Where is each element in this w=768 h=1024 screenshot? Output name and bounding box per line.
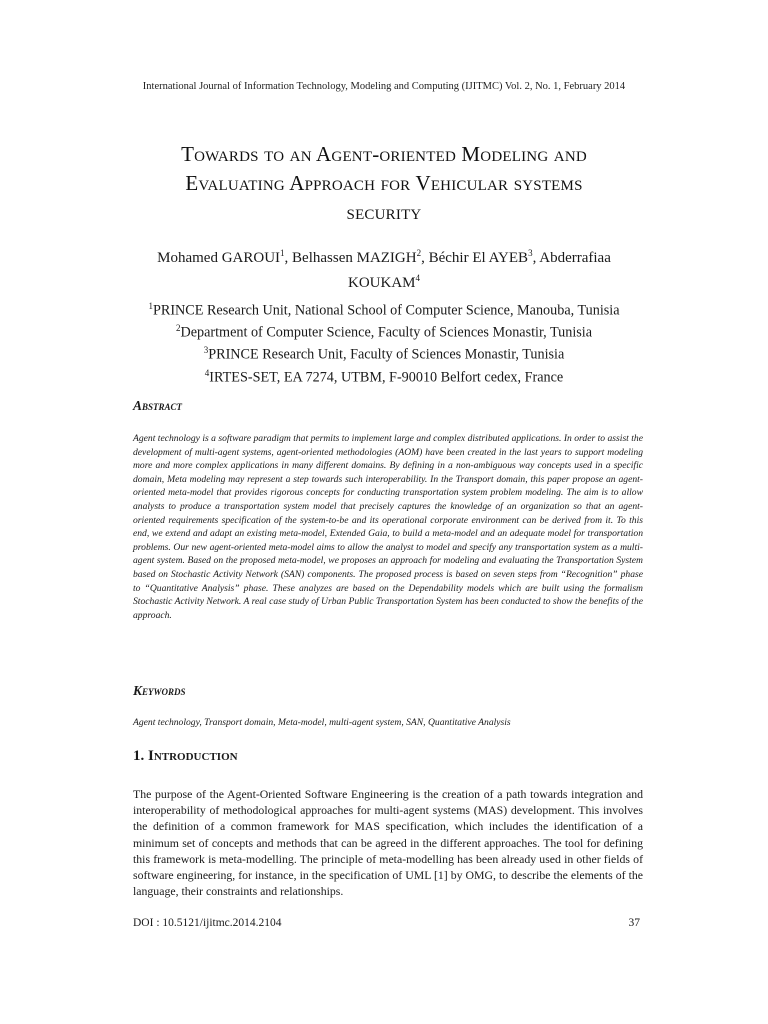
affiliation-text: Department of Computer Science, Faculty of Sciences Monastir, Tunisia [180,324,593,341]
affiliation-sup: 2 [175,323,181,334]
introduction-heading: 1. Introduction [133,748,238,764]
author-4-first: Abderrafiaa [539,250,611,266]
affiliation-sup: 1 [148,301,153,311]
affiliation-item [100,365,668,387]
affiliation-sup: 3 [203,345,209,356]
affiliation-list [100,298,668,387]
title-line-2: Evaluating Approach for Vehicular systems [185,171,583,195]
author-3: Béchir El AYEB [428,250,529,266]
page-number: 37 [628,917,640,929]
keywords-text: Agent technology, Transport domain, Meta-model, multi-agent system, SAN, Quantitative Analysis [133,717,511,728]
author-3-sup: 3 [528,248,533,258]
paper-title [100,140,668,227]
author-1: Mohamed GAROUI [157,250,281,266]
keywords-heading: Keywords [133,683,186,698]
abstract-text: Agent technology is a software paradigm that permits to implement large and complex distributed applications. In order to assist the development of multi-agent systems, agent-oriented methodologies (AOM) have been created in the last years to support modeling more and more complex applications in many different domains. By defining in a non-ambiguous way concepts used in a specific domain, Meta modeling may represent a step towards such interoperability. In the Transport domain, this paper propose an agent-oriented meta-model that provides rigorous concepts for conducting transportation system problem modeling. The aim is to allow analysts to produce a transportation system model that precisely captures the knowledge of an organization so that an agent-oriented requirements specification of the system-to-be and its operational corporate environment can be derived from it. To this end, we extend and adapt an existing meta-model, Extended Gaia, to build a meta-model and an adequate model for transportation problems. Our new agent-oriented meta-model aims to allow the analyst to model and specify any transportation system as a multi-agent system. Based on the proposed meta-model, we proposes an approach for modeling and evaluating the Transportation System based on Stochastic Activity Network (SAN) components. The proposed process is based on seven steps from “Recognition” phase to “Quantitative Analysis” phase. These analyzes are based on the Dependability models which are built using the formalism Stochastic Activity Network. A real case study of Urban Public Transportation System has been conducted to show the benefits of the approach. [133,433,643,621]
author-1-sup: 1 [280,248,285,258]
author-4-last: KOUKAM [348,275,416,291]
affiliation-sup: 4 [204,367,210,378]
author-separator: , [532,250,540,266]
author-list [100,243,668,293]
author-2-sup: 2 [416,248,422,258]
author-4-sup: 4 [415,273,420,283]
affiliation-item [100,298,668,320]
doi-footer: DOI : 10.5121/ijitmc.2014.2104 [133,917,282,929]
introduction-text: The purpose of the Agent-Oriented Software Engineering is the creation of a path towards integration and interoperability of methodological approaches for multi-agent systems (MAS) development. This involves the definition of a common framework for MAS specification, which includes the identification of a minimum set of concepts and methods that can be agreed in the different approaches. The tool for defining this framework is meta-modelling. The principle of meta-modelling has been already used in other fields of software engineering, for instance, in the specification of UML [1] by OMG, to describe the elements of the language, their constraints and relationships. [133,787,643,899]
affiliation-text: IRTES-SET, EA 7274, UTBM, F-90010 Belfort cedex, France [209,369,564,386]
author-separator: , [284,250,293,266]
title-line-3: security [346,200,422,224]
author-2: Belhassen MAZIGH [292,250,417,266]
abstract-heading: Abstract [133,398,183,413]
title-line-1: Towards to an Agent-oriented Modeling and [181,142,587,166]
affiliation-item [100,320,668,342]
affiliation-text: PRINCE Research Unit, National School of Computer Science, Manouba, Tunisia [152,302,620,319]
affiliation-text: PRINCE Research Unit, Faculty of Sciences Monastir, Tunisia [208,347,565,364]
author-separator: , [421,250,429,266]
journal-header: International Journal of Information Technology, Modeling and Computing (IJITMC) Vol. 2, No. 1, February 2014 [142,81,626,92]
affiliation-item [100,342,668,364]
